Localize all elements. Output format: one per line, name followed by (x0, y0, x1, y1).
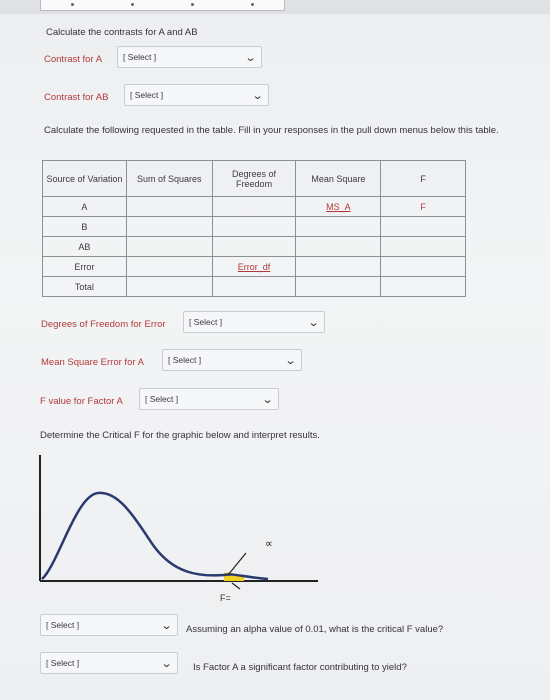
f-value-label: F value for Factor A (40, 396, 123, 407)
table-cell: Total (43, 277, 127, 297)
pointer-line (228, 553, 246, 575)
table-cell (126, 277, 212, 297)
chevron-down-icon: ⌄ (261, 394, 274, 406)
df-error-value: [ Select ] (189, 317, 223, 327)
mse-a-value: [ Select ] (168, 355, 202, 365)
significant-question: Is Factor A a significant factor contributing to yield? (193, 662, 407, 673)
table-row (43, 197, 466, 217)
significant-select[interactable] (40, 652, 178, 674)
chevron-down-icon: ⌄ (251, 90, 264, 102)
table-cell (296, 257, 381, 277)
f-distribution-graphic (38, 455, 328, 605)
contrast-ab-label: Contrast for AB (44, 92, 109, 103)
table-cell (212, 197, 296, 217)
table-cell: A (43, 197, 127, 217)
significant-value: [ Select ] (46, 658, 80, 668)
contrast-a-select[interactable] (117, 46, 262, 68)
table-cell (381, 237, 466, 257)
table-cell (212, 277, 296, 297)
table-cell: Error (43, 257, 127, 277)
page-title: Calculate the contrasts for A and AB (46, 27, 198, 38)
contrast-a-value: [ Select ] (123, 52, 157, 62)
contrast-ab-select[interactable] (124, 84, 269, 106)
critical-f-question: Assuming an alpha value of 0.01, what is the critical F value? (186, 624, 444, 635)
table-header: Degrees of Freedom (212, 161, 296, 197)
f-value-select[interactable] (139, 388, 279, 410)
table-row (43, 257, 466, 277)
critical-f-select[interactable] (40, 614, 178, 636)
critical-f-value: [ Select ] (46, 620, 80, 630)
table-row (43, 217, 466, 237)
table-cell: Error_df (212, 257, 296, 277)
table-cell (381, 217, 466, 237)
table-header: Source of Variation (43, 161, 127, 197)
table-cell (126, 257, 212, 277)
table-row (43, 277, 466, 297)
contrast-a-label: Contrast for A (44, 54, 103, 65)
table-cell: AB (43, 237, 127, 257)
table-header: Mean Square (296, 161, 381, 197)
table-header-row (43, 161, 466, 197)
chevron-down-icon: ⌄ (284, 355, 297, 367)
df-error-label: Degrees of Freedom for Error (41, 319, 166, 330)
table-cell: MS_A (296, 197, 381, 217)
chevron-down-icon: ⌄ (160, 658, 173, 670)
mse-a-label: Mean Square Error for A (41, 357, 144, 368)
table-cell (381, 257, 466, 277)
table-row (43, 237, 466, 257)
table-cell (126, 197, 212, 217)
f-critical-label: F= (220, 593, 231, 603)
table-header: F (381, 161, 466, 197)
table-cell (296, 277, 381, 297)
df-error-select[interactable] (183, 311, 325, 333)
table-instruction: Calculate the following requested in the table. Fill in your responses in the pull down menus below this table. (44, 125, 499, 136)
table-cell (126, 217, 212, 237)
chevron-down-icon: ⌄ (307, 317, 320, 329)
chevron-down-icon: ⌄ (160, 620, 173, 632)
critical-marker (232, 583, 240, 589)
table-cell: B (43, 217, 127, 237)
table-cell (212, 237, 296, 257)
chevron-down-icon: ⌄ (244, 52, 257, 64)
table-cell (296, 237, 381, 257)
critical-instruction: Determine the Critical F for the graphic below and interpret results. (40, 430, 320, 441)
table-cell (296, 217, 381, 237)
table-cell (126, 237, 212, 257)
table-cell (212, 217, 296, 237)
f-value-value: [ Select ] (145, 394, 179, 404)
density-curve (42, 493, 268, 579)
table-header: Sum of Squares (126, 161, 212, 197)
alpha-label: ∝ (265, 537, 273, 550)
contrast-ab-value: [ Select ] (130, 90, 164, 100)
top-scroll-bar[interactable] (40, 0, 285, 11)
mse-a-select[interactable] (162, 349, 302, 371)
table-cell (381, 277, 466, 297)
table-cell: F (381, 197, 466, 217)
anova-table (42, 160, 466, 297)
